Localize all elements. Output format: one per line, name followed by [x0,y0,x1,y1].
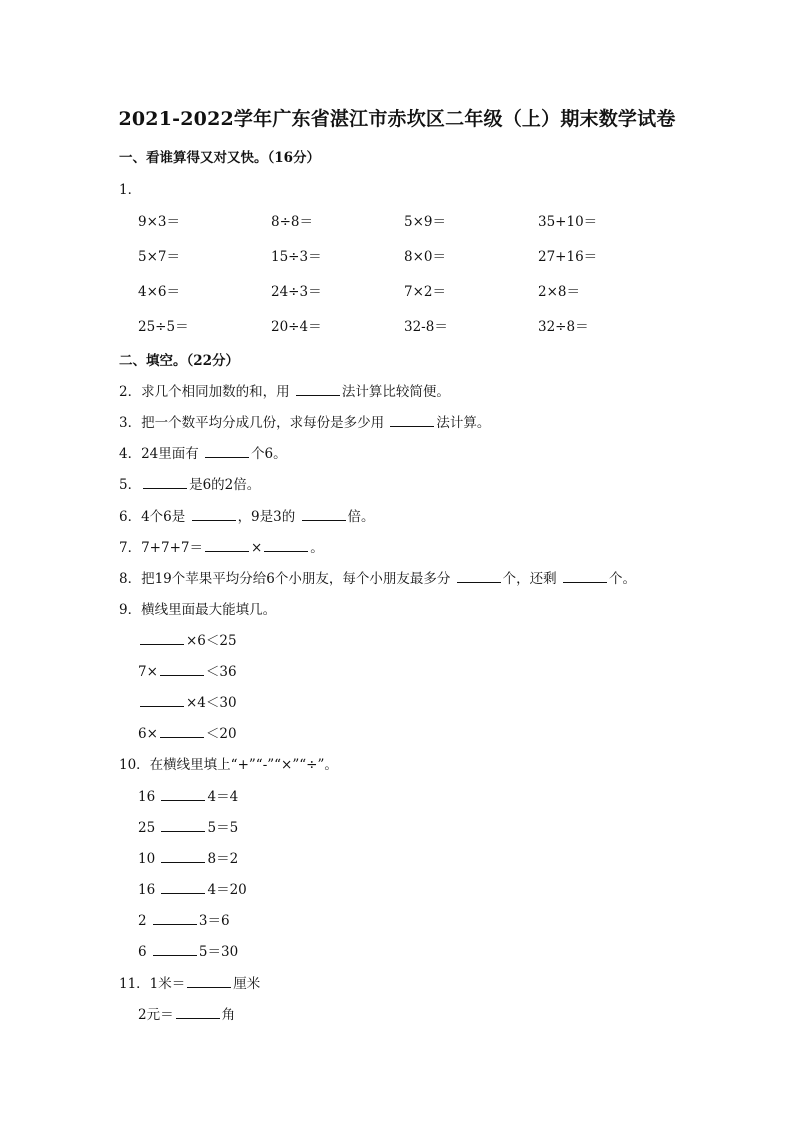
calc-item: 32÷8＝ [538,319,589,335]
calc-row [138,280,658,300]
section-2-heading: 二、填空。（22分） [119,353,240,369]
question-10-line: 10 8＝2 [138,851,239,867]
calc-item: 8÷8＝ [271,214,313,230]
question-9-line: ×6＜25 [138,629,237,649]
calc-item: 27+16＝ [538,249,598,265]
question-4: 4．24里面有 个6。 [119,446,287,462]
section-1-heading: 一、看谁算得又对又快。（16分） [119,150,321,166]
answer-blank[interactable] [390,414,434,427]
calc-item: 7×2＝ [404,284,446,300]
answer-blank[interactable] [302,508,346,521]
question-7: 7．7+7+7＝ × 。 [119,540,324,556]
answer-blank[interactable] [153,912,197,925]
answer-blank[interactable] [187,975,231,988]
answer-blank[interactable] [140,694,184,707]
answer-blank[interactable] [161,850,205,863]
question-10-line: 16 4＝4 [138,789,239,805]
question-2: 2．求几个相同加数的和，用 法计算比较简便。 [119,384,450,400]
answer-blank[interactable] [176,1006,220,1019]
answer-blank[interactable] [160,725,204,738]
calc-item: 9×3＝ [138,214,180,230]
answer-blank[interactable] [205,539,249,552]
calc-item: 5×9＝ [404,214,446,230]
answer-blank[interactable] [192,508,236,521]
question-6: 6．4个6是 ，9是3的 倍。 [119,509,375,525]
question-10-line: 16 4＝20 [138,882,247,898]
answer-blank[interactable] [296,383,340,396]
answer-blank[interactable] [161,881,205,894]
answer-blank[interactable] [160,663,204,676]
calc-item: 25÷5＝ [138,319,189,335]
answer-blank[interactable] [563,570,607,583]
answer-blank[interactable] [161,819,205,832]
answer-blank[interactable] [264,539,308,552]
calc-item: 4×6＝ [138,284,180,300]
calc-row [138,315,658,335]
question-10-line: 2 3＝6 [138,913,230,929]
question-3: 3．把一个数平均分成几份，求每份是多少用 法计算。 [119,415,491,431]
question-9-stem: 9．横线里面最大能填几。 [119,602,277,618]
question-10-line: 6 5＝30 [138,944,239,960]
question-9-line: 6× ＜20 [138,726,237,742]
calc-row [138,245,658,265]
answer-blank[interactable] [205,445,249,458]
answer-blank[interactable] [161,788,205,801]
calc-item: 2×8＝ [538,284,580,300]
calc-item: 5×7＝ [138,249,180,265]
question-11-line: 11．1米＝ 厘米 [119,976,261,992]
calc-row [138,210,658,230]
answer-blank[interactable] [143,476,187,489]
question-10-stem: 10．在横线里填上“+”“-”“×”“÷”。 [119,757,338,773]
question-10-line: 25 5＝5 [138,820,239,836]
calc-item: 32-8＝ [404,319,448,335]
question-9-line: ×4＜30 [138,691,237,711]
question-8: 8．把19个苹果平均分给6个小朋友，每个小朋友最多分 个，还剩 个。 [119,571,636,587]
calc-item: 20÷4＝ [271,319,322,335]
calc-item: 35+10＝ [538,214,598,230]
answer-blank[interactable] [153,943,197,956]
question-9-line: 7× ＜36 [138,664,237,680]
question-11-line: 2元＝ 角 [138,1007,236,1023]
question-5: 5． 是6的2倍。 [119,477,261,493]
calc-item: 15÷3＝ [271,249,322,265]
answer-blank[interactable] [140,632,184,645]
page-title: 2021-2022学年广东省湛江市赤坎区二年级（上）期末数学试卷 [118,108,676,130]
question-1-number: 1． [119,182,142,198]
calc-item: 8×0＝ [404,249,446,265]
calc-item: 24÷3＝ [271,284,322,300]
answer-blank[interactable] [457,570,501,583]
